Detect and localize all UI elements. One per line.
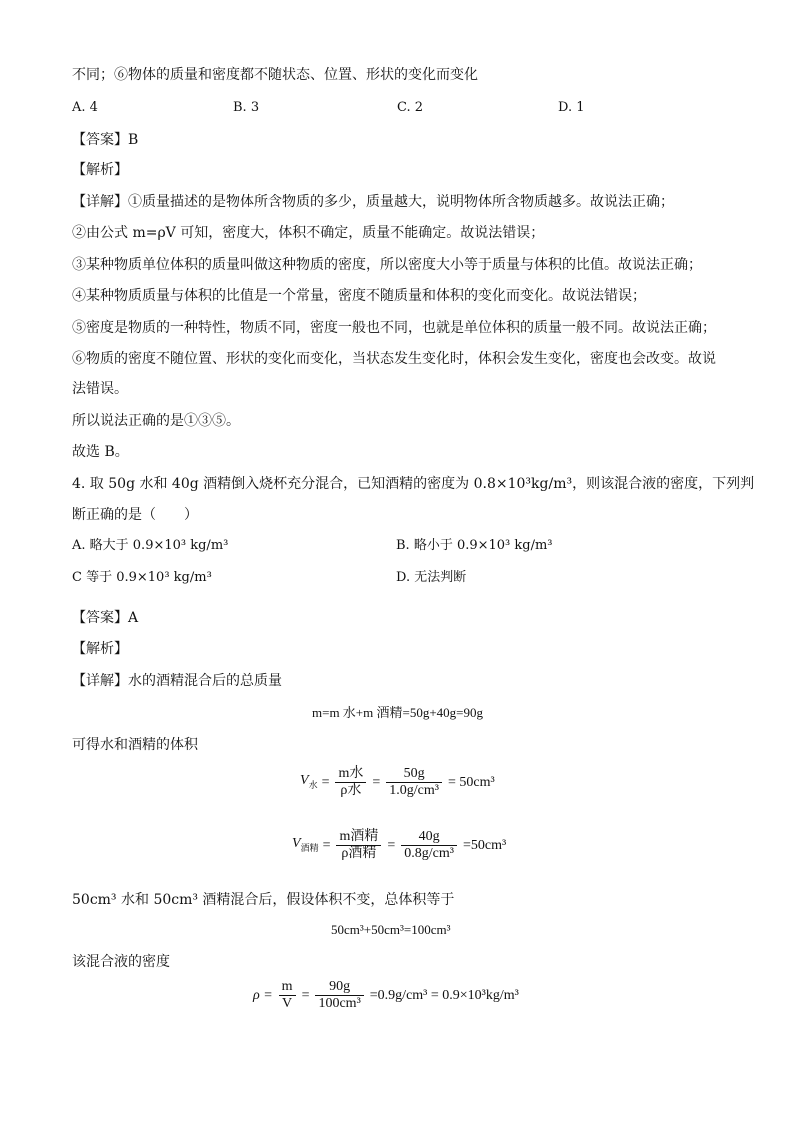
eq-water-fraction-2	[386, 766, 442, 799]
eq-water-den: ρ水	[340, 783, 362, 798]
prev-detail-4: ④某种物质质量与体积的比值是一个常量，密度不随质量和体积的变化而变化。故说法错误；	[72, 288, 646, 304]
eq-density-fraction-2	[315, 979, 363, 1012]
q4-option-b: B. 略小于 0.9×10³ kg/m³	[396, 538, 553, 553]
q4-mix-text: 50cm³ 水和 50cm³ 酒精混合后，假设体积不变，总体积等于	[72, 892, 455, 908]
eq-water-volume: $V_水$ = $\frac{\text{m水}}{\text{ρ水}}$ = $\frac{50g}{\text{1.0g/cm³}}$ = 50cm³	[300, 766, 495, 798]
prev-option-c: C. 2	[397, 100, 424, 115]
eq-density-lhs: ρ =	[253, 987, 273, 1003]
eq-alcohol-num: m酒精	[336, 829, 381, 846]
prev-question-tail: 不同；⑥物体的质量和密度都不随状态、位置、形状的变化而变化	[72, 67, 478, 83]
eq-alcohol-rhs: =50cm³	[462, 837, 507, 853]
q4-density-intro: 该混合液的密度	[72, 954, 170, 970]
eq-density: ρ = $\frac{m}{V}$ = $\frac{90g}{\text{100cm³}}$ =0.9g/cm³ = 0.9×10³kg/m³	[253, 979, 519, 1011]
q4-detail-intro: 【详解】水的酒精混合后的总质量	[72, 673, 282, 689]
eq-total-volume: 50cm³+50cm³=100cm³	[331, 922, 451, 937]
eq-density-num: m	[279, 979, 296, 996]
prev-answer: 【答案】B	[72, 132, 139, 148]
q4-stem-line2: 断正确的是（ ）	[72, 507, 198, 523]
eq-alcohol-den2: 0.8g/cm³	[404, 846, 454, 861]
q4-stem-line1: 4. 取 50g 水和 40g 酒精倒入烧杯充分混合，已知酒精的密度为 0.8×10³kg/m³，则该混合液的密度，下列判	[72, 476, 755, 492]
eq-alcohol-num2: 40g	[401, 829, 457, 846]
prev-conclusion: 所以说法正确的是①③⑤。	[72, 413, 240, 429]
eq-density-den: V	[282, 996, 293, 1011]
prev-detail-6: ⑥物质的密度不随位置、形状的变化而变化，当状态发生变化时，体积会发生变化，密度也会改变。故说	[72, 351, 716, 367]
eq-alcohol-den: ρ酒精	[341, 846, 377, 861]
prev-detail-5: ⑤密度是物质的一种特性，物质不同，密度一般也不同，也就是单位体积的质量一般不同。故说法正确；	[72, 320, 716, 336]
eq-alcohol-fraction-2	[401, 829, 457, 862]
prev-choice: 故选 B。	[72, 444, 129, 460]
eq-water-num2: 50g	[386, 766, 442, 783]
q4-answer: 【答案】A	[72, 610, 139, 626]
eq-alcohol-fraction-1	[336, 829, 381, 862]
q4-option-d: D. 无法判断	[396, 570, 467, 585]
prev-detail-3: ③某种物质单位体积的质量叫做这种物质的密度，所以密度大小等于质量与体积的比值。故说法正确；	[72, 257, 702, 273]
eq-alcohol-lhs-sub: 酒精	[300, 842, 319, 853]
eq-density-den2: 100cm³	[318, 996, 361, 1011]
prev-option-b: B. 3	[233, 100, 260, 115]
eq-total-mass: m=m 水+m 酒精=50g+40g=90g	[312, 705, 483, 720]
eq-water-lhs-sub: 水	[308, 779, 318, 790]
eq-water-num: m水	[335, 766, 366, 783]
prev-option-a: A. 4	[72, 100, 98, 115]
eq-water-lhs: V	[300, 772, 309, 788]
q4-volume-intro: 可得水和酒精的体积	[72, 737, 198, 753]
q4-option-a: A. 略大于 0.9×10³ kg/m³	[72, 538, 229, 553]
eq-alcohol-lhs: V	[292, 835, 301, 851]
eq-alcohol-volume: $V_{酒精}$ = $\frac{\text{m酒精}}{\text{ρ酒精}}$ = $\frac{40g}{\text{0.8g/cm³}}$ =50cm³	[292, 829, 507, 861]
q4-option-c: C 等于 0.9×10³ kg/m³	[72, 570, 212, 585]
eq-water-fraction-1	[335, 766, 366, 799]
eq-density-num2: 90g	[315, 979, 363, 996]
prev-option-d: D. 1	[558, 100, 585, 115]
eq-water-den2: 1.0g/cm³	[389, 783, 439, 798]
eq-density-fraction-1	[279, 979, 296, 1012]
prev-detail-1: 【详解】①质量描述的是物体所含物质的多少，质量越大，说明物体所含物质越多。故说法正确；	[72, 194, 674, 210]
q4-analysis: 【解析】	[72, 641, 128, 657]
eq-water-rhs: = 50cm³	[447, 774, 495, 790]
eq-density-rhs: =0.9g/cm³ = 0.9×10³kg/m³	[369, 987, 519, 1003]
prev-detail-2: ②由公式 m=ρV 可知，密度大，体积不确定，质量不能确定。故说法错误；	[72, 225, 545, 241]
prev-detail-7: 法错误。	[72, 381, 128, 397]
prev-analysis: 【解析】	[72, 162, 128, 178]
